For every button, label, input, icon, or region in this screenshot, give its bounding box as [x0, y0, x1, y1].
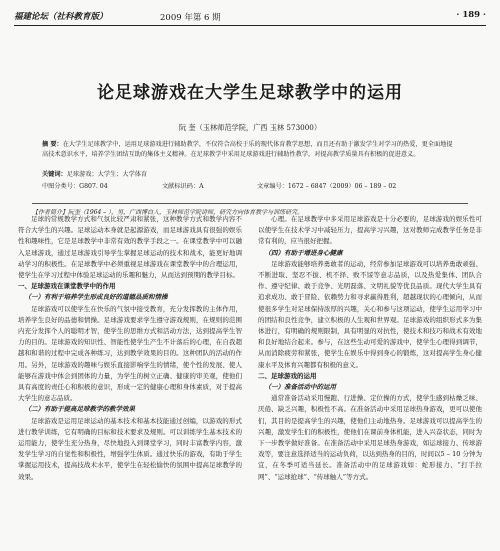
paragraph: 足球的常规教学方式和气氛比较严肃和紧张，这种教学方式和教学内容不符合大学生的兴趣。足球运动本身就是起源游戏，而足球游戏具有很强的娱乐性和趣味性，它是足球教学中非常有效的教学手段之一。在课堂教学中可以融入足球游戏，通过足球游戏引导学生掌握足球运动的技术和战术，能更好地调动学习的积极性。在足球教学中必须重视足球游戏在课堂教学中的合理运用，使学生在学习过程中体验足球运动的乐趣和魅力，从而达到预期的教学目标。	[18, 215, 242, 280]
paragraph: 足球游戏可以使学生在快乐的气氛中接受教育，充分发挥教的主体作用，培养学生良好的品德和情操。足球游戏要求学生遵守游戏规则，在规则的范围内充分发挥个人的聪明才智，使学生的思维方式和活动方法，达到提高学生智力的目的。足球游戏的知识性、智能性使学生产生不计落后的心理，在自我超越和和谐的过程中完成各种练习，达到教学效果的目的。这种团队的活动的作用。另外，足球游戏的趣味与娱乐直接影响学生的情绪，使个性的发展、使人能够在游戏中体会到团体的力量，为学生的树立正确、健康的审美观，使他们具有高度的责任心和积极的意识，形成一定的健康心理和身体素质，对于提高大学生的意志品质。	[18, 304, 242, 403]
subsection-heading: （四）有助于增进身心健康	[264, 248, 343, 257]
subsection-heading: （二）有助于提高足球教学的教学效果	[24, 405, 135, 414]
clc-number: 中图分类号：G807. 04	[42, 183, 108, 190]
article-title: 论足球游戏在大学生足球教学中的运用	[97, 83, 403, 103]
running-header	[14, 8, 486, 24]
author-line: 阮 奎（玉林师范学院，广西 玉林 573000）	[178, 123, 322, 132]
paragraph: 足球游戏是运用足球运动的基本技术和基本技能通过创编，以游戏的形式进行教学训练，它有明确的目标和技术要求及规则。可以训练学生基本技术的运用能力，使学生充分热身，尽快地投入到课堂学习，同时丰富教学内容，激发学生学习的自觉性和积极性，增强学生体质。通过快乐的游戏，有助于学生掌握运用技术，提高技战术水平，使学生在轻松愉快的氛围中提高足球教学的效果。	[18, 416, 242, 481]
subsection-heading: （一）准备活动中的运用	[264, 383, 336, 392]
article-number: 文章编号：1672 – 6847（2009）06 – 189 – 02	[257, 183, 397, 190]
abstract-text: 在大学生足球教学中，运用足球游戏进行辅助教学，不仅符合高校于乐的现代体育教学思想，而且还有助于激发学生对学习的热爱，更全面地提高技术意识水平，培养学生团结互助的集体主义精神。在足球教学中采用足球游戏进行辅助性教学，对提高教学质量具有积极的促进意义。	[42, 141, 453, 158]
year-issue: 2009 年第 6 期	[160, 13, 221, 23]
keywords-text: 足球游戏；大学生；大学体育	[66, 171, 148, 178]
journal-name: 福建论坛（社科教育版）	[14, 12, 108, 22]
document-code: 文献标识码：A	[162, 183, 204, 190]
header-rule	[14, 25, 486, 26]
page-number: · 189 ·	[456, 10, 486, 20]
paragraph: 通常准备活动采用慢跑、行进操、定位操的方式，使学生感到枯燥乏味、厌倦、缺乏兴趣，积极性不高。在准备活动中采用足球热身游戏，更可以使他们，其目的是提高学生的兴趣，使他们主动地热身。足球游戏可以提高学生的兴趣，激发学生们的积极性，使他们在课前身体机能，进入兴奋状态，同时为下一步教学做好准备。在准备活动中采用足球热身游戏，如运球接力、传球游戏等，要注意选择适当的运动负荷，以达到热身的目的，时间以5 – 10 分钟为宜，在冬季可适当延长。准备活动中的足球游戏如：蛇形接力、“打手拉网”、“运球抢球”、“传球触人”等方式。	[258, 394, 482, 481]
subsection-heading: （一）有利于培养学生形成良好的道德品质和情操	[24, 293, 168, 302]
paragraph: 足球游戏能够培养勇敢者的运动，经常参加足球游戏可以培养勇敢顽强、不断进取、坚忍不拔、机不择、败不馁等意志品质，以及热爱集体、团队合作、遵守纪律、敢于竞争、光明磊落、文明礼貌等优良品质。现代大学生具有追求成功、敢于冒险、依赖势力和寻求赢得胜利，超越现状的心理倾向，从而使很多学生对足球保持浓厚的兴趣，关心和参与这项运动，使学生运用学习中的团结和良性竞争，建立积极的人生观和世界观。足球游戏的组织形式多为集体进行，有明确的规则限制，具有明显的对抗性，使技术和技巧和战术有效地和良好地结合起来。参与，在这些生动可爱的游戏中，使学生心理得到调节，从而消除疲劳和紧张，使学生在娱乐中得到身心的锻炼，这对提高学生身心健康水平及体育兴趣都有积极的意义。	[258, 259, 482, 369]
author-note: 【作者简介】阮奎（1964 – ），男，广西博白人，玉林师范学院讲师，研究方向体育教学与训练研究。	[32, 203, 468, 216]
section-heading: 一、足球游戏在课堂教学中的作用	[18, 282, 116, 291]
abstract-label: 摘 要：	[42, 141, 63, 148]
paragraph: 心理。在足球教学中多采用足球游戏是十分必要的，足球游戏的娱乐性可以使学生在技术学习中减轻压力，提高学习兴趣，这对教师完成教学任务是非常有利的，应当很好把握。	[258, 215, 482, 246]
keywords-label: 关键词：	[42, 171, 67, 178]
left-column	[18, 214, 242, 483]
abstract	[42, 140, 458, 159]
right-column	[258, 214, 482, 483]
classification-line	[42, 182, 458, 192]
keywords	[42, 170, 458, 180]
section-heading: 二、足球游戏的运用	[258, 371, 317, 380]
